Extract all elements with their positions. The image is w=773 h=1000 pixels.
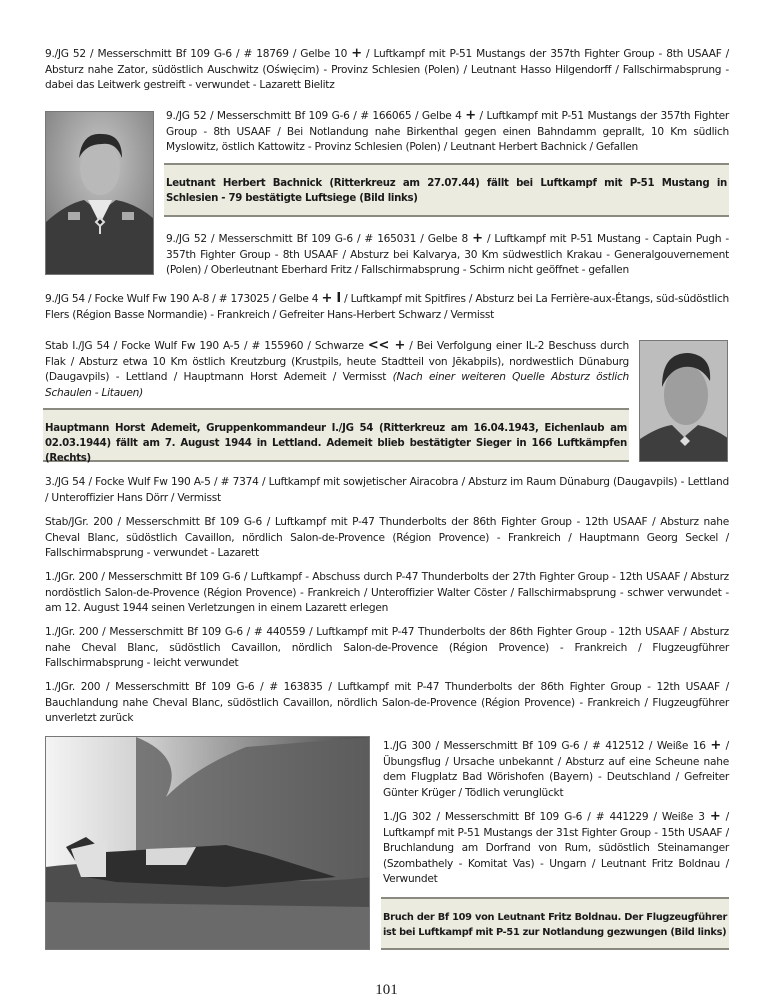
cross-mark: +: [709, 809, 721, 824]
entry-text: [45, 570, 729, 617]
entry-text-part: 1./JGr. 200 / Messerschmitt Bf 109 G-6 / # 440559 / Luftkampf mit P-47 Thunderbolts der 86th Fighter Group - 12th USAAF / Absturz nahe Cheval Blanc, südöstlich Cavaillon, nördlich Salon-de-Provence (Région Provence) - Frankreich / Flugzeugführer Fallschirmabsprung - leicht verwundet: [45, 626, 729, 670]
entry-text-part: / Luftkampf mit Spitfires / Absturz bei La Ferrière-aux-Étangs, süd-südöstlich Flers (Région Basse Normandie) - Frankreich / Gefreiter Hans-Herbert Schwarz / Vermisst: [45, 293, 729, 321]
entry-text-part: 1./JGr. 200 / Messerschmitt Bf 109 G-6 / Luftkampf - Abschuss durch P-47 Thunderbolts der 27th Fighter Group - 12th USAAF / Absturz nordöstlich Salon-de-Provence (Région Provence) - Frankreich / Unteroffizier Walter Cöster / Fallschirmabsprung - schwer verwundet - am 12. August 1944 seinen Verletzungen in einem Lazarett erlegen: [45, 571, 729, 615]
photo-caption: Leutnant Herbert Bachnick (Ritterkreuz am 27.07.44) fällt bei Luftkampf mit P-51 Mustang in Schlesien - 79 bestätigte Luftsiege (Bild links): [164, 163, 729, 217]
portrait-image: [640, 341, 728, 462]
entry-text-part: 3./JG 54 / Focke Wulf Fw 190 A-5 / # 7374 / Luftkampf mit sowjetischer Airacobra / Absturz im Raum Dünaburg (Daugavpils) - Lettland / Unteroffizier Hans Dörr / Vermisst: [45, 476, 729, 504]
entry-text-part: Stab I./JG 54 / Focke Wulf Fw 190 A-5 / # 155960 / Schwarze: [45, 340, 368, 352]
entry-text-part: 9./JG 54 / Focke Wulf Fw 190 A-8 / # 173025 / Gelbe 4: [45, 293, 322, 305]
entry-text-part: 1./JG 300 / Messerschmitt Bf 109 G-6 / # 412512 / Weiße 16: [383, 740, 711, 752]
portrait-photo-ademeit: [639, 340, 728, 462]
entry-text: [383, 738, 729, 801]
page-number: 101: [375, 982, 398, 998]
cross-mark: << +: [367, 338, 406, 353]
entry-note: (Nach einer weiteren Quelle Absturz östlich Schaulen - Litauen): [45, 371, 630, 399]
entry-text-part: 1./JG 302 / Messerschmitt Bf 109 G-6 / # 441229 / Weiße 3: [383, 811, 710, 823]
entry-text: [45, 680, 729, 727]
entry-text: [166, 231, 729, 279]
entry-text-part: / Bei Verfolgung einer IL-2 Beschuss durch Flak / Absturz etwa 10 Km östlich Kreutzburg (Krustpils, heute Stadtteil von Jēkabpils), nordwestlich Dünaburg (Daugavpils) - Lettland / Hauptmann Horst Ademeit / Vermisst: [45, 340, 629, 384]
entry-text: [45, 475, 729, 506]
entry-text-part: / Übungsflug / Ursache unbekannt / Absturz auf eine Scheune nahe dem Flugplatz Bad Wörishofen (Bayern) - Deutschland / Gefreiter Günter Krüger / Tödlich verunglückt: [383, 740, 729, 799]
entry-text-part: 9./JG 52 / Messerschmitt Bf 109 G-6 / # 18769 / Gelbe 10: [45, 48, 352, 60]
entry-text-part: 1./JGr. 200 / Messerschmitt Bf 109 G-6 / # 163835 / Luftkampf mit P-47 Thunderbolts der 86th Fighter Group - 12th USAAF / Bauchlandung nahe Cheval Blanc, südöstlich Cavaillon, nördlich Salon-de-Provence (Région Provence) - Frankreich / Flugzeugführer unverletzt zurück: [45, 681, 729, 725]
photo-caption: Bruch der Bf 109 von Leutnant Fritz Boldnau. Der Flugzeugführer ist bei Luftkampf mit P-51 zur Notlandung gezwungen (Bild links): [381, 897, 729, 950]
entry-text-part: / Luftkampf mit P-51 Mustangs der 357th Fighter Group - 8th USAAF / Absturz nahe Zator, südöstlich Auschwitz (Oświęcim) - Provinz Schlesien (Polen) / Leutnant Hasso Hilgendorff / Fallschirmabsprung - dabei das Leitwerk gestreift - verwundet - Lazarett Bielitz: [45, 48, 729, 92]
entry-text-part: / Luftkampf mit P-51 Mustangs der 31st Fighter Group - 15th USAAF / Bruchlandung am Dorfrand von Rum, südöstlich Steinamanger (Szombathely - Komitat Vas) - Ungarn / Leutnant Fritz Boldnau / Verwundet: [383, 811, 729, 886]
cross-mark: +: [351, 46, 362, 61]
entry-text: [45, 46, 729, 94]
entry-text-part: / Luftkampf mit P-51 Mustangs der 357th Fighter Group - 8th USAAF / Bei Notlandung nahe Birkenthal gegen einen Bahndamm geprallt, 10 Km südlich Myslowitz, östlich Kattowitz - Provinz Schlesien (Polen) / Leutnant Herbert Bachnick / Gefallen: [166, 110, 729, 154]
entry-text: [45, 515, 729, 562]
wreck-photo: [45, 736, 370, 950]
cross-mark: +: [465, 108, 476, 123]
entry-text-part: 9./JG 52 / Messerschmitt Bf 109 G-6 / # 166065 / Gelbe 4: [166, 110, 466, 122]
portrait-photo-bachnick: [45, 111, 154, 275]
entry-text-part: / Luftkampf mit P-51 Mustang - Captain Pugh - 357th Fighter Group - 8th USAAF / Absturz bei Kalvarya, 30 Km südwestlich Krakau - Generalgouvernement (Polen) / Oberleutnant Eberhard Fritz / Fallschirmabsprung - Schirm nicht geöffnet - gefallen: [166, 233, 729, 277]
entry-text: [45, 291, 729, 323]
entry-text: [166, 108, 729, 156]
wreck-image: [46, 737, 370, 950]
entry-text-part: 9./JG 52 / Messerschmitt Bf 109 G-6 / # 165031 / Gelbe 8: [166, 233, 473, 245]
cross-mark: +: [472, 231, 483, 246]
cross-mark: + I: [321, 291, 341, 306]
entry-text: [383, 809, 729, 888]
photo-caption: Hauptmann Horst Ademeit, Gruppenkommandeur I./JG 54 (Ritterkreuz am 16.04.1943, Eichenlaub am 02.03.1944) fällt am 7. August 1944 in Lettland. Ademeit blieb bestätigter Sieger in 166 Luftkämpfen (Rechts): [43, 408, 629, 462]
entry-text: [45, 625, 729, 672]
portrait-image: [46, 112, 154, 275]
entry-text-part: Stab/JGr. 200 / Messerschmitt Bf 109 G-6 / Luftkampf mit P-47 Thunderbolts der 86th Fighter Group - 12th USAAF / Absturz nahe Cheval Blanc, südöstlich Cavaillon, nördlich Salon-de-Provence (Région Provence) - Frankreich / Hauptmann Georg Seckel / Fallschirmabsprung - verwundet - Lazarett: [45, 516, 729, 560]
cross-mark: +: [710, 738, 722, 753]
entry-text: [45, 338, 629, 401]
